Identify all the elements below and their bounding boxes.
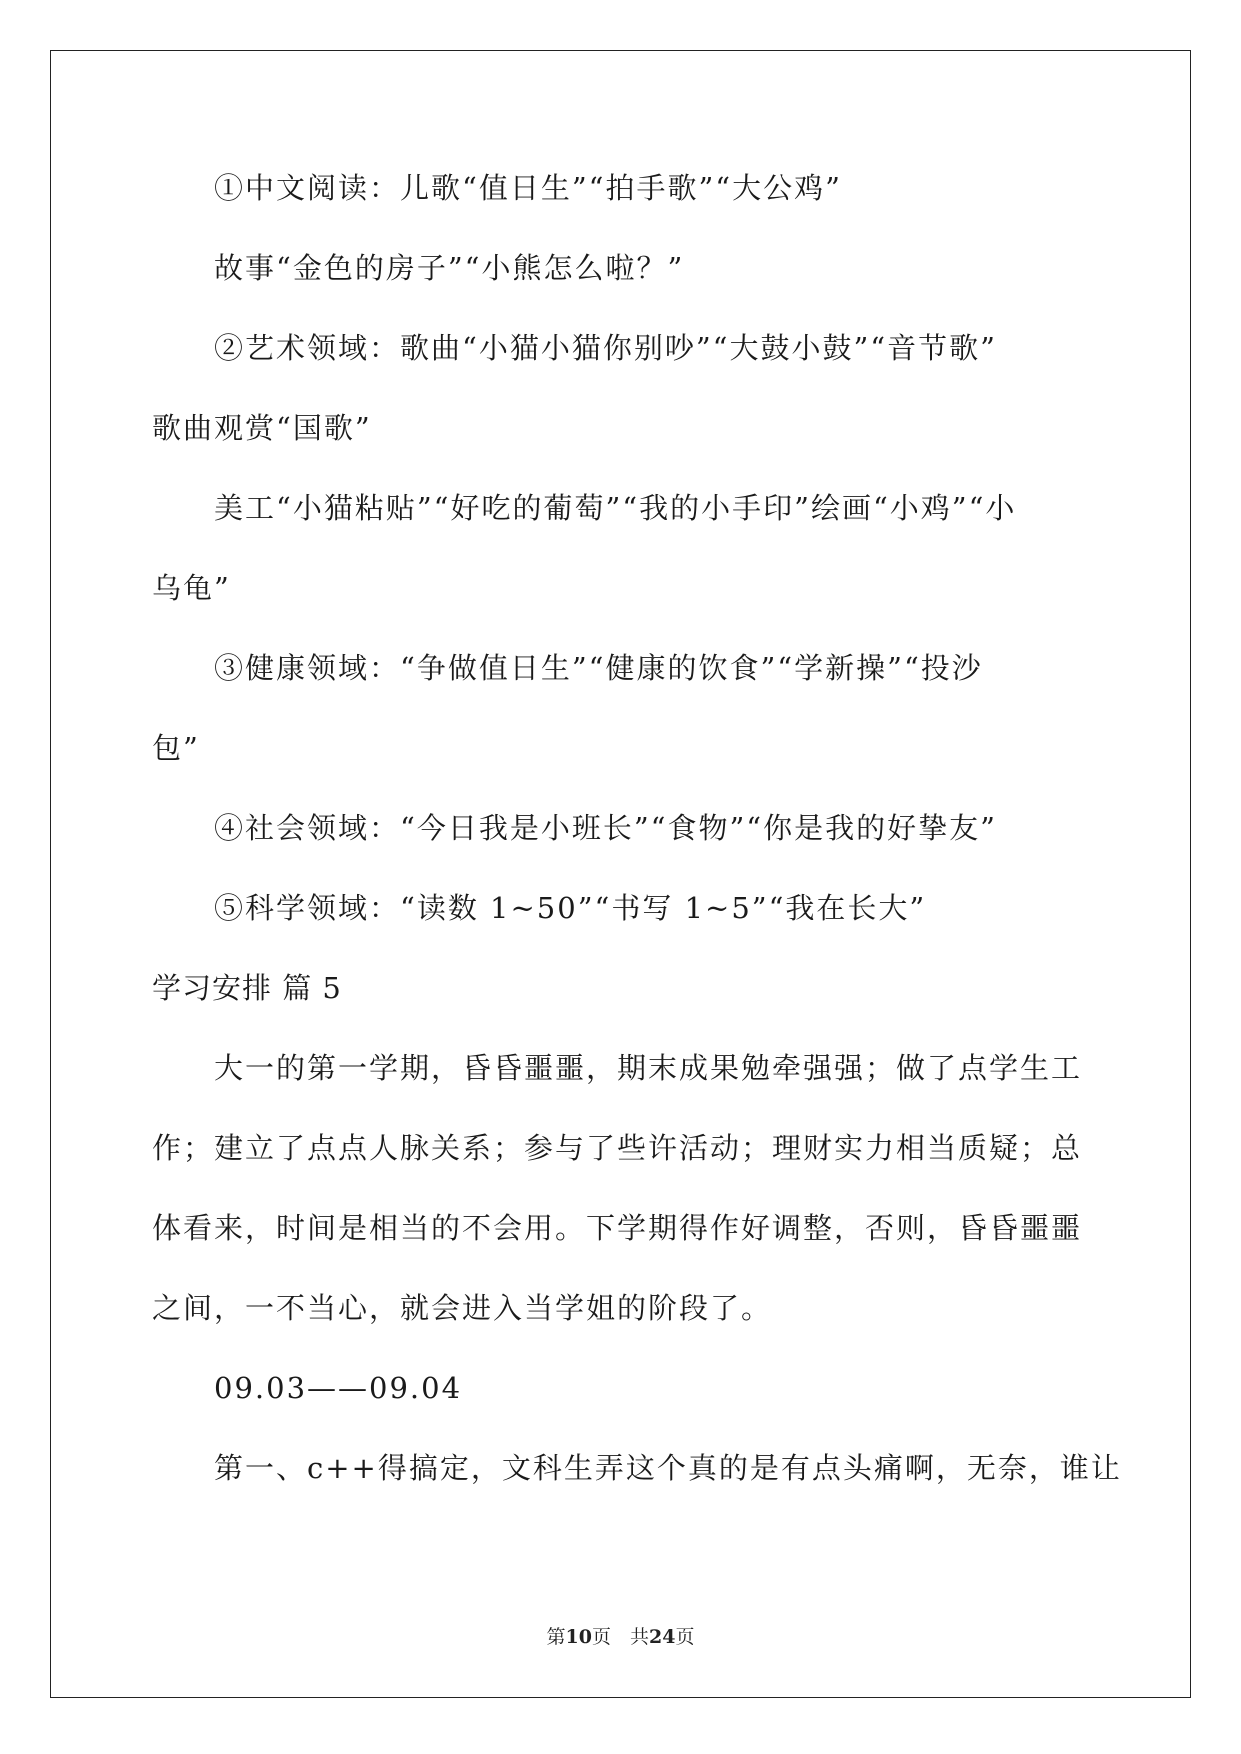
paragraph-line: 体看来，时间是相当的不会用。下学期得作好调整，否则，昏昏噩噩 (152, 1211, 1083, 1245)
paragraph-line: 作；建立了点点人脉关系；参与了些许活动；理财实力相当质疑；总 (152, 1131, 1083, 1165)
total-page-count: 24 (649, 1626, 676, 1648)
footer-prefix: 第 (546, 1626, 566, 1648)
line-chinese-reading: ①中文阅读：儿歌“值日生”“拍手歌”“大公鸡” (214, 171, 842, 205)
section-heading: 学习安排 篇 5 (152, 971, 342, 1005)
document-body (152, 168, 1122, 1528)
page-footer (0, 1622, 1241, 1649)
paragraph-line: 第一、c++得搞定，文科生弄这个真的是有点头痛啊，无奈，谁让 (214, 1451, 1122, 1485)
line-science-domain: ⑤科学领域：“读数 1~50”“书写 1~5”“我在长大” (214, 891, 927, 925)
line-crafts: 美工“小猫粘贴”“好吃的葡萄”“我的小手印”绘画“小鸡”“小 (214, 491, 1017, 525)
line-health-domain: ③健康领域：“争做值日生”“健康的饮食”“学新操”“投沙 (214, 651, 983, 685)
paragraph-line: 之间，一不当心，就会进入当学姐的阶段了。 (152, 1291, 773, 1325)
line-crafts-cont: 乌龟” (152, 571, 231, 605)
footer-suffix: 页 (675, 1626, 695, 1648)
line-social-domain: ④社会领域：“今日我是小班长”“食物”“你是我的好挚友” (214, 811, 997, 845)
footer-middle: 页 共 (591, 1626, 649, 1648)
line-stories: 故事“金色的房子”“小熊怎么啦？” (214, 251, 685, 285)
current-page-number: 10 (565, 1626, 592, 1648)
line-art-domain: ②艺术领域：歌曲“小猫小猫你别吵”“大鼓小鼓”“音节歌” (214, 331, 997, 365)
paragraph-line: 大一的第一学期，昏昏噩噩，期末成果勉牵强强；做了点学生工 (214, 1051, 1083, 1085)
date-range: 09.03——09.04 (214, 1371, 463, 1405)
line-health-domain-cont: 包” (152, 731, 200, 765)
line-art-domain-cont: 歌曲观赏“国歌” (152, 411, 372, 445)
